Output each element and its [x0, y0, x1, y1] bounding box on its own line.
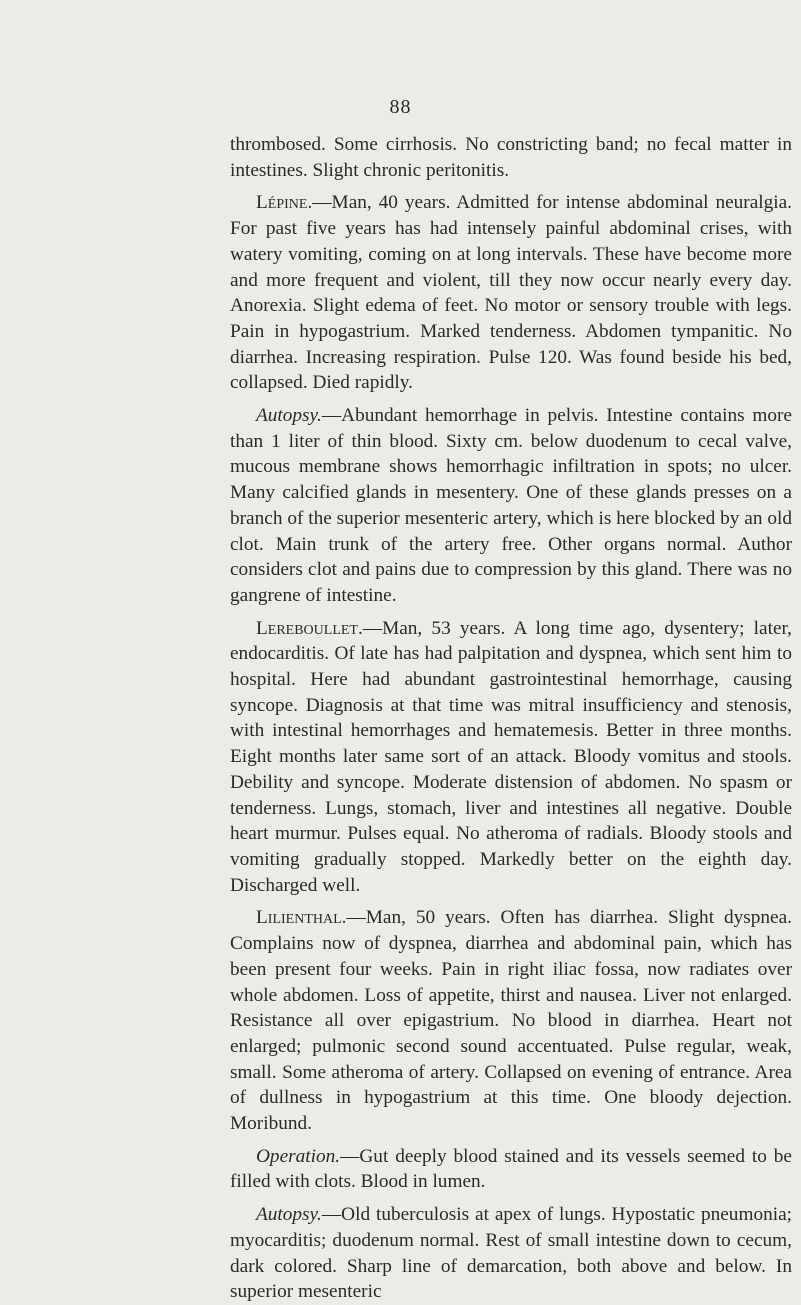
page-number: 88 — [389, 96, 412, 118]
body-text — [230, 132, 792, 1305]
paragraph-text: —Man, 40 years. Admitted for intense abdominal neuralgia. For past five years has had intensely painful abdominal crises, with watery vomiting, coming on at long intervals. These have become more and more frequent and violent, till they now occur nearly every day. Anorexia. Slight edema of feet. No motor or sensory trouble with legs. Pain in hypogastrium. Marked tenderness. Abdomen tympanitic. No diarrhea. Increasing respiration. Pulse 120. Was found beside his bed, collapsed. Died rapidly. — [230, 192, 792, 394]
paragraph-autopsy-1 — [230, 403, 792, 609]
paragraph-text: —Abundant hemorrhage in pelvis. Intestine contains more than 1 liter of thin blood. Sixty cm. below duodenum to cecal valve, mucous membrane shows hemorrhagic infiltration in spots; no ulcer. Many calcified glands in mesentery. One of these glands presses on a branch of the superior mesenteric artery, which is here blocked by an old clot. Main trunk of the artery free. Other organs normal. Author considers clot and pains due to compression by this gland. There was no gangrene of intestine. — [230, 405, 792, 606]
paragraph-text: —Old tuberculosis at apex of lungs. Hypostatic pneumonia; myocarditis; duodenum normal. Rest of small intestine down to cecum, dark colored. Sharp line of demarcation, both above and below. In superior mesenteric — [230, 1204, 792, 1303]
paragraph-case-lilienthal — [230, 905, 792, 1136]
paragraph-case-lereboullet — [230, 616, 792, 899]
paragraph-text: —Man, 50 years. Often has diarrhea. Slight dyspnea. Complains now of dyspnea, diarrhea and abdominal pain, which has been present four weeks. Pain in right iliac fossa, now radiates over whole abdomen. Loss of appetite, thirst and nausea. Liver not enlarged. Resistance all over epigastrium. No blood in diarrhea. Heart not enlarged; pulmonic second sound accentuated. Pulse regular, weak, small. Some atheroma of artery. Collapsed on evening of entrance. Area of dullness in hypogastrium at this time. One bloody dejection. Moribund. — [230, 907, 792, 1135]
case-name: Lilienthal. — [256, 907, 347, 929]
paragraph-operation — [230, 1144, 792, 1195]
section-lead: Autopsy. — [256, 1204, 322, 1226]
case-name: Lereboullet. — [256, 617, 363, 639]
paragraph-case-lepine — [230, 190, 792, 396]
paragraph-text: —Gut deeply blood stained and its vessels seemed to be filled with clots. Blood in lumen. — [230, 1145, 792, 1193]
section-lead: Operation. — [256, 1145, 341, 1167]
paragraph-text: —Man, 53 years. A long time ago, dysentery; later, endocarditis. Of late has had palpitation and dyspnea, which sent him to hospital. Here had abundant gastrointestinal hemorrhage, causing syncope. Diagnosis at that time was mitral insufficiency and stenosis, with intestinal hemorrhages and hematemesis. Better in three months. Eight months later same sort of an attack. Bloody vomitus and stools. Debility and syncope. Moderate distension of abdomen. No spasm or tenderness. Lungs, stomach, liver and intestines all negative. Double heart murmur. Pulses equal. No atheroma of radials. Bloody stools and vomiting gradually stopped. Markedly better on the eighth day. Discharged well. — [230, 617, 792, 896]
paragraph-continued — [230, 132, 792, 183]
case-name: Lépine. — [256, 192, 313, 214]
paragraph-autopsy-2 — [230, 1202, 792, 1305]
section-lead: Autopsy. — [256, 405, 322, 427]
paragraph-text: thrombosed. Some cirrhosis. No constricting band; no fecal matter in intestines. Slight chronic peritonitis. — [230, 134, 792, 181]
